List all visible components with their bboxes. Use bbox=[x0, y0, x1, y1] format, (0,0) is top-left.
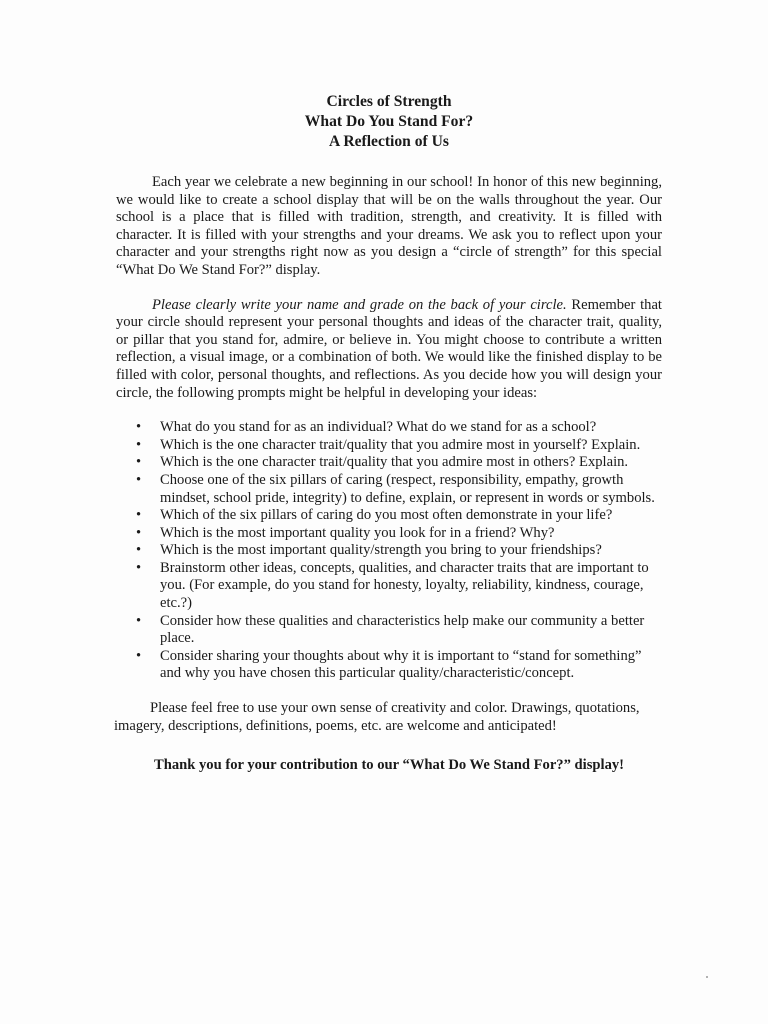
prompt-text: Consider how these qualities and characteristics help make our community a better place. bbox=[160, 612, 645, 647]
bullet-icon: • bbox=[136, 471, 142, 488]
document-titles bbox=[116, 92, 662, 152]
document-body bbox=[116, 92, 662, 792]
prompt-text: Consider sharing your thoughts about why it is important to “stand for something” and why you have chosen this particular quality/characteristic/concept. bbox=[160, 647, 642, 682]
bullet-icon: • bbox=[136, 647, 142, 664]
instructions-paragraph bbox=[116, 297, 662, 403]
title-line-2: What Do You Stand For? bbox=[304, 113, 474, 130]
instructions-text: Remember that your circle should represent your personal thoughts and ideas of the character trait, quality, or pillar that you stand for, admire, or believe in. You might choose to contribute a written reflection, a visual image, or a combination of both. We would like the finished display to be filled with color, personal thoughts, and reflections. As you decide how you will design your circle, the following prompts might be helpful in developing your ideas: bbox=[116, 296, 662, 401]
bullet-icon: • bbox=[136, 612, 142, 629]
prompt-text: What do you stand for as an individual? What do we stand for as a school? bbox=[160, 419, 597, 436]
list-item bbox=[136, 454, 662, 472]
name-grade-instruction: Please clearly write your name and grade on the back of your circle. bbox=[152, 296, 567, 313]
title-line-3: A Reflection of Us bbox=[329, 133, 449, 150]
list-item bbox=[136, 542, 662, 560]
title-line-1: Circles of Strength bbox=[326, 93, 452, 110]
closing-paragraph: Please feel free to use your own sense of creativity and color. Drawings, quotations, imagery, descriptions, definitions, poems, etc. are welcome and anticipated! bbox=[114, 700, 640, 734]
list-item bbox=[136, 507, 662, 525]
bullet-icon: • bbox=[136, 542, 142, 559]
list-item bbox=[136, 647, 662, 683]
list-item bbox=[136, 559, 662, 613]
prompt-text: Which is the most important quality/strength you bring to your friendships? bbox=[160, 542, 602, 559]
thank-you-line: Thank you for your contribution to our “What Do We Stand For?” display! bbox=[153, 757, 625, 774]
scan-speck bbox=[706, 976, 708, 978]
intro-paragraph: Each year we celebrate a new beginning in our school! In honor of this new beginning, we would like to create a school display that will be on the walls throughout the year. Our school is a place that is filled with tradition, strength, and creativity. It is filled with character. It is filled with your strengths and your dreams. We ask you to reflect upon your character and your strengths right now as you design a “circle of strength” for this special “What Do We Stand For?” display. bbox=[116, 174, 662, 278]
list-item bbox=[136, 471, 662, 507]
prompt-text: Which of the six pillars of caring do you most often demonstrate in your life? bbox=[160, 507, 613, 524]
list-item bbox=[136, 419, 662, 437]
prompt-text: Choose one of the six pillars of caring (respect, responsibility, empathy, growth mindset, school pride, integrity) to define, explain, or represent in words or symbols. bbox=[160, 471, 655, 506]
bullet-icon: • bbox=[136, 436, 142, 453]
bullet-icon: • bbox=[136, 559, 142, 576]
bullet-icon: • bbox=[136, 419, 142, 436]
list-item bbox=[136, 436, 662, 455]
prompt-text: Which is the one character trait/quality that you admire most in yourself? Explain. bbox=[160, 436, 641, 453]
prompt-text: Brainstorm other ideas, concepts, qualities, and character traits that are important to you. (For example, do you stand for honesty, loyalty, reliability, kindness, courage, etc.?) bbox=[160, 559, 649, 612]
list-item bbox=[136, 612, 662, 648]
prompt-text: Which is the most important quality you look for in a friend? Why? bbox=[160, 524, 555, 541]
list-item bbox=[136, 524, 662, 543]
prompt-list bbox=[116, 419, 662, 683]
bullet-icon: • bbox=[136, 507, 142, 524]
prompt-text: Which is the one character trait/quality that you admire most in others? Explain. bbox=[160, 454, 629, 471]
bullet-icon: • bbox=[136, 524, 142, 541]
bullet-icon: • bbox=[136, 454, 142, 471]
